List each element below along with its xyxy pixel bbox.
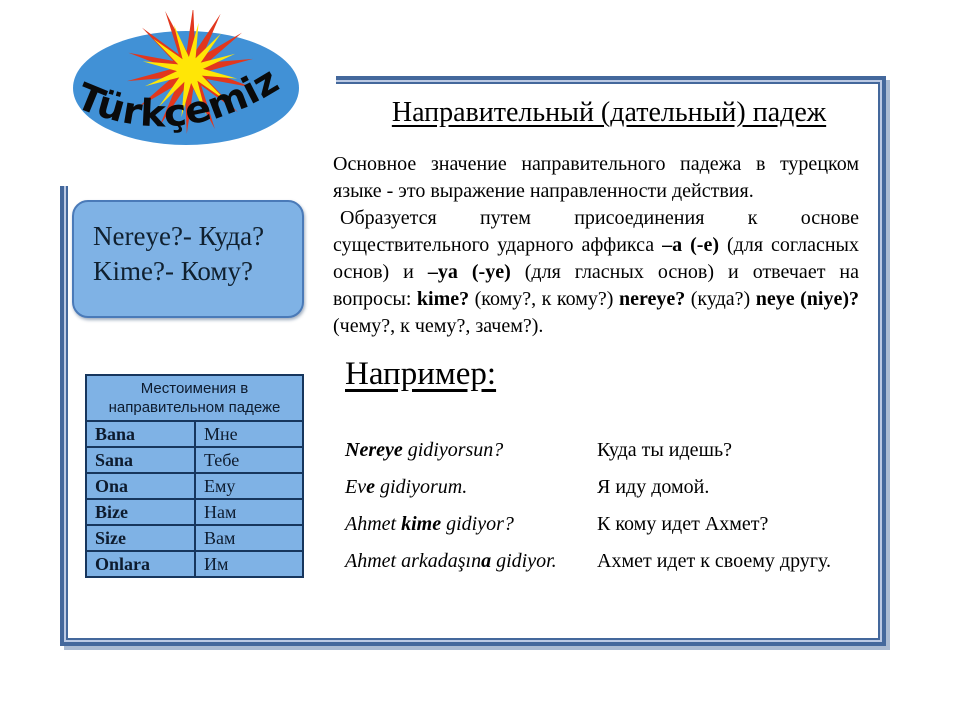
turkcemiz-logo [60,10,312,168]
pronoun-table-header-row [86,375,303,421]
pronoun-table-header: Местоимения в направительном падеже [86,375,303,421]
question-nereye-bold: nereye? [618,288,686,310]
example-russian: Я иду домой. [597,476,710,498]
pronoun-cell-turkish: Ona [86,473,195,499]
page-title: Направительный (дательный) падеж [391,97,827,128]
intro-segment: (чему?, к чему?, зачем?). [333,315,544,337]
pronoun-cell-russian: Нам [195,499,303,525]
table-row [86,499,303,525]
intro-paragraph-1: Основное значение направительного падежа в турецком языке - это выражение направленности действия. [333,153,859,202]
question-kime-bold: kime? [416,288,470,310]
pronoun-cell-turkish: Sana [86,447,195,473]
table-row [86,421,303,447]
intro-segment: (для гласных основ) и отвечает на вопросы: [333,261,860,310]
intro-segment: (кому?, к кому?) [469,288,619,310]
example-turkish: Ahmet kime gidiyor? [345,513,514,535]
pronoun-cell-turkish: Bize [86,499,195,525]
example-turkish: Nereye gidiyorsun? [345,439,504,461]
examples-list [345,439,880,573]
callout-line-2: Kime?- Кому? [93,256,253,286]
pronoun-cell-turkish: Size [86,525,195,551]
question-callout [72,200,304,318]
table-row [86,525,303,551]
intro-segment: (для согласных основ) и [333,234,859,283]
intro-paragraph-2 [333,205,859,340]
example-russian: Ахмет идет к своему другу. [597,550,832,572]
question-neye-bold: neye (niye)? [755,288,859,310]
example-russian: К кому идет Ахмет? [597,513,769,535]
example-turkish: Eve gidiyorum. [345,476,468,498]
example-turkish: Ahmet arkadaşına gidiyor. [345,550,557,572]
logo-text: Türkçemiz [70,58,286,136]
table-row [86,447,303,473]
example-russian: Куда ты идешь? [597,439,732,461]
table-row [86,551,303,577]
examples-heading: Например: [345,356,497,392]
intro-segment: (куда?) [685,288,756,310]
pronoun-cell-russian: Ему [195,473,303,499]
pronoun-cell-turkish: Onlara [86,551,195,577]
pronoun-table [85,374,304,578]
affix-a-bold: –a (-e) [662,234,719,256]
intro-segment: Образуется путем присоединения к основе существительного ударного аффикса [333,207,859,256]
affix-ya-bold: –ya (-ye) [427,261,511,283]
table-row [86,473,303,499]
pronoun-cell-russian: Тебе [195,447,303,473]
pronoun-cell-russian: Им [195,551,303,577]
callout-line-1: Nereye?- Куда? [93,221,265,251]
intro-text [333,151,859,340]
pronoun-cell-turkish: Bana [86,421,195,447]
pronoun-cell-russian: Мне [195,421,303,447]
pronoun-cell-russian: Вам [195,525,303,551]
